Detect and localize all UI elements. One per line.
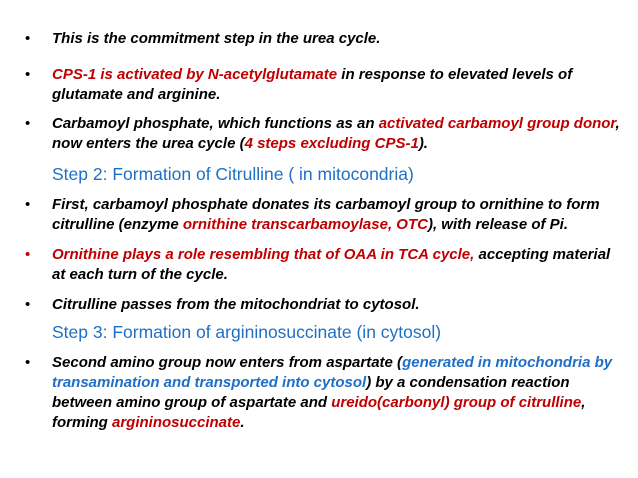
bullet-marker: • <box>25 115 31 132</box>
bullet-cps1-activation <box>24 65 624 105</box>
bullet-ornithine-role <box>24 245 624 285</box>
bullet-text: CPS-1 is activated by N-acetylglutamate in response to elevated levels of glutamate and arginine. <box>52 66 573 103</box>
bullet-text: First, carbamoyl phosphate donates its carbamoyl group to ornithine to form citrulline (enzyme ornithine transcarbamoylase, OTC), with release of Pi. <box>52 196 600 233</box>
heading-step-3: Step 3: Formation of argininosuccinate (in cytosol) <box>52 322 442 342</box>
bullet-commitment-step <box>24 29 624 49</box>
bullet-text: This is the commitment step in the urea cycle. <box>52 30 381 47</box>
bullet-aspartate-condensation <box>24 353 624 433</box>
bullet-citrulline-transport <box>24 295 624 315</box>
bullet-marker: • <box>25 354 31 371</box>
bullet-text: Ornithine plays a role resembling that of OAA in TCA cycle, accepting material at each turn of the cycle. <box>52 246 611 283</box>
bullet-text: Citrulline passes from the mitochondriat to cytosol. <box>52 296 420 313</box>
heading-step-2: Step 2: Formation of Citrulline ( in mitocondria) <box>52 164 414 184</box>
bullet-text: Second amino group now enters from aspartate (generated in mitochondria by transamination and transported into cytosol) by a condensation reaction between amino group of aspartate and ureido(carbonyl) group of citrulline, forming argininosuccinate. <box>52 354 613 431</box>
bullet-marker: • <box>25 246 31 263</box>
bullet-marker: • <box>25 296 31 313</box>
bullet-marker: • <box>25 66 31 83</box>
bullet-text: Carbamoyl phosphate, which functions as an activated carbamoyl group donor, now enters the urea cycle (4 steps excluding CPS-1). <box>52 115 620 152</box>
bullet-carbamoyl-phosphate <box>24 114 624 154</box>
slide-content <box>24 29 624 433</box>
bullet-marker: • <box>25 196 31 213</box>
bullet-ornithine-citrulline <box>24 195 624 235</box>
bullet-marker: • <box>25 30 31 47</box>
